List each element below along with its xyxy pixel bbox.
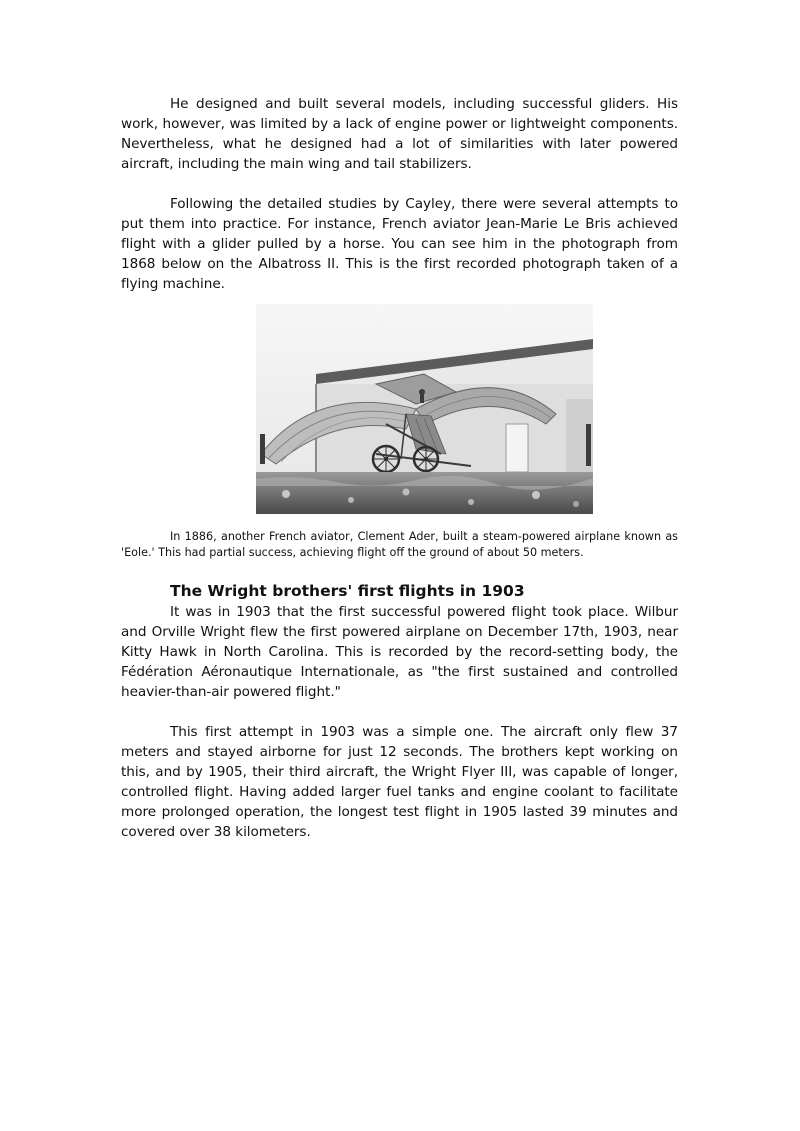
- albatross-photo-image: [256, 304, 593, 514]
- paragraph-first-flight: It was in 1903 that the first successful powered flight took place. Wilbur and Orville Wright flew the first powered airplane on December 17th, 1903, near Kitty Hawk in North Carolina. This is recorded by the record-setting body, the Fédération Aéronautique Internationale, as "the first sustained and controlled heavier-than-air powered flight.": [121, 604, 678, 700]
- document-content: [121, 94, 678, 842]
- paragraph-cayley-models: He designed and built several models, including successful gliders. His work, however, was limited by a lack of engine power or lightweight components. Nevertheless, what he designed had a lot of similarities with later powered aircraft, including the main wing and tail stabilizers.: [121, 96, 678, 172]
- figure-caption: In 1886, another French aviator, Clement Ader, built a steam-powered airplane known as 'Eole.' This had partial success, achieving flight off the ground of about 50 meters.: [121, 530, 678, 559]
- paragraph-flyer-iii: This first attempt in 1903 was a simple one. The aircraft only flew 37 meters and stayed airborne for just 12 seconds. The brothers kept working on this, and by 1905, their third aircraft, the Wright Flyer III, was capable of longer, controlled flight. Having added larger fuel tanks and engine coolant to facilitate more prolonged operation, the longest test flight in 1905 lasted 39 minutes and covered over 38 kilometers.: [121, 724, 678, 840]
- paragraph-le-bris: Following the detailed studies by Cayley, there were several attempts to put them into practice. For instance, French aviator Jean-Marie Le Bris achieved flight with a glider pulled by a horse. You can see him in the photograph from 1868 below on the Albatross II. This is the first recorded photograph taken of a flying machine.: [121, 196, 678, 292]
- albatross-photograph: [256, 304, 593, 514]
- section-heading-wright-brothers: The Wright brothers' first flights in 1903: [170, 582, 525, 600]
